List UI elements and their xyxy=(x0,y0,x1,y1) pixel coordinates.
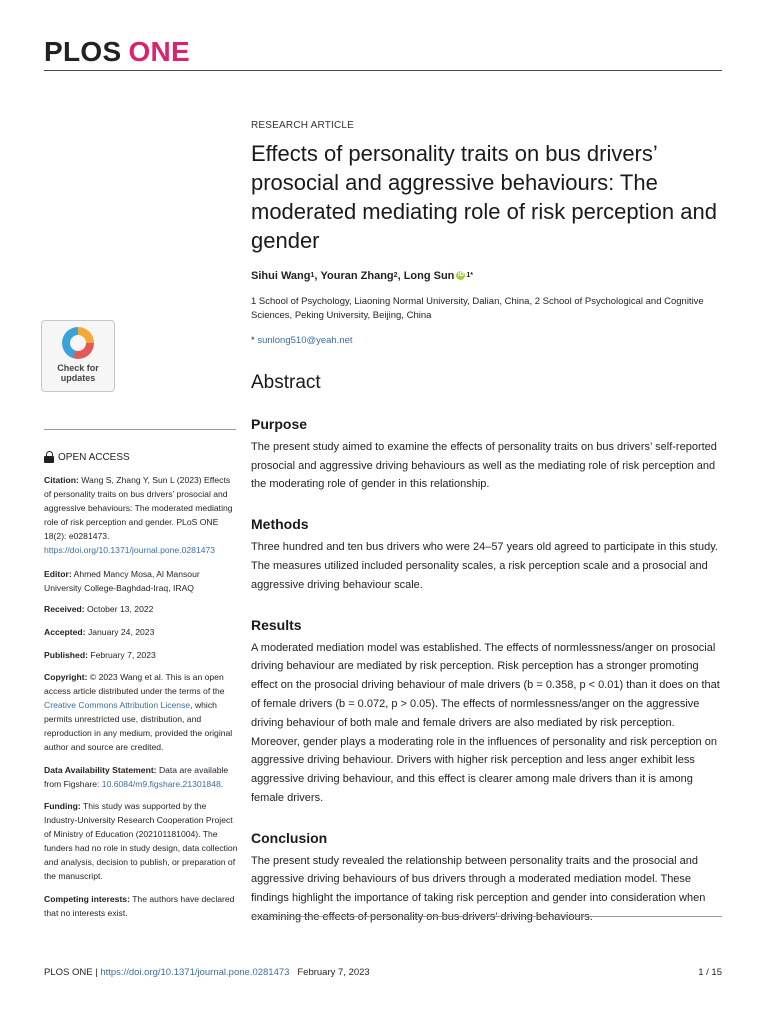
article-title: Effects of personality traits on bus drivers’ prosocial and aggressive behaviours: The moderated mediating role of risk perception and gender xyxy=(251,141,717,253)
open-lock-icon xyxy=(44,451,54,463)
header-divider xyxy=(44,70,722,71)
page-footer: PLOS ONE | https://doi.org/10.1371/journal.pone.0281473 February 7, 2023 1 / 15 xyxy=(44,967,722,978)
data-availability-block: Data Availability Statement: Data are available from Figshare: 10.6084/m9.figshare.21301848. xyxy=(44,765,229,789)
results-text: A moderated mediation model was established. The effects of normlessness/anger on prosocial driving behaviour are mediated by risk perception. Risk perception has a stronger promoting effect on the prosocial driving behaviour of male drivers (b = 0.358, p < 0.01) than it does on that of female drivers (b = 0.072, p > 0.05). The effects of normlessness/anger on the aggressive driving behaviour of both male and female drivers are also mediated by risk perception. Moreover, gender plays a moderating role in the influences of personality and risk perception on aggressive driving behaviour. Drivers with higher risk perception and less anger exhibit less aggressive driving behaviour, and this effect is clearer among male drivers than it is among female drivers. xyxy=(251,641,720,804)
editor-block: Editor: Ahmed Mancy Mosa, Al Mansour University College-Baghdad-Iraq, IRAQ xyxy=(44,569,200,593)
check-for-updates-icon xyxy=(62,327,94,359)
check-for-updates-label: Check for updates xyxy=(57,363,99,383)
orcid-icon[interactable]: iD xyxy=(457,272,464,279)
accepted-date: Accepted: January 24, 2023 xyxy=(44,627,155,637)
citation-block: Citation: Wang S, Zhang Y, Sun L (2023) Effects of personality traits on bus drivers’ prosocial and aggressive behaviours: The moderated mediating role of risk perception and gender. PLoS ONE 18(2): e0281473. https://doi.org/10.1371/journal.pone.0281473 xyxy=(44,475,233,555)
footer-date: February 7, 2023 xyxy=(297,967,370,978)
purpose-heading: Purpose xyxy=(251,415,308,432)
corresponding-email-link[interactable]: sunlong510@yeah.net xyxy=(257,334,353,346)
affiliations: 1 School of Psychology, Liaoning Normal University, Dalian, China, 2 School of Psychological and Cognitive Sciences, Peking University, Beijing, China xyxy=(251,295,704,321)
conclusion-text: The present study revealed the relationship between personality traits and the prosocial and aggressive driving behaviours of bus drivers through a moderated mediation model. These findings highlight the importance of taking risk perception and gender into consideration when examining the effects of personality on bus drivers’ driving behaviours. xyxy=(251,854,706,924)
methods-text: Three hundred and ten bus drivers who were 24–57 years old agreed to participate in this study. The measures utilized included personality scales, a risk perception scale and a prosocial and aggressive driving behaviour scale. xyxy=(251,541,718,591)
author-name[interactable]: Long Sun xyxy=(403,269,455,282)
abstract-heading: Abstract xyxy=(251,371,321,393)
footer-doi-link[interactable]: https://doi.org/10.1371/journal.pone.0281473 xyxy=(100,967,290,978)
competing-interests-block: Competing interests: The authors have declared that no interests exist. xyxy=(44,894,235,918)
page-number: 1 / 15 xyxy=(698,967,722,978)
open-access-label: OPEN ACCESS xyxy=(58,451,130,463)
methods-heading: Methods xyxy=(251,516,309,533)
footer-journal: PLOS ONE xyxy=(44,967,93,978)
logo-plos: PLOS xyxy=(44,36,122,67)
purpose-text: The present study aimed to examine the effects of personality traits on bus drivers’ self-reported prosocial and aggressive driving behaviours as well as the mediating role of risk perception and the moderating role of gender in this relationship. xyxy=(251,440,717,491)
author-name[interactable]: Sihui Wang xyxy=(251,269,311,282)
figshare-link[interactable]: 10.6084/m9.figshare.21301848 xyxy=(101,779,221,789)
article-main xyxy=(251,120,722,927)
published-date: Published: February 7, 2023 xyxy=(44,650,156,660)
article-type-label: RESEARCH ARTICLE xyxy=(251,120,355,131)
check-for-updates-badge[interactable] xyxy=(41,320,115,392)
abstract-divider xyxy=(251,916,722,917)
received-date: Received: October 13, 2022 xyxy=(44,604,154,614)
corresponding-author: * sunlong510@yeah.net xyxy=(251,334,353,346)
conclusion-heading: Conclusion xyxy=(251,829,328,846)
funding-block: Funding: This study was supported by the Industry-University Research Cooperation Project of Ministry of Education (202101181004). The funders had no role in study design, data collection and analysis, decision to publish, or preparation of the manuscript. xyxy=(44,801,238,881)
license-link[interactable]: Creative Commons Attribution License xyxy=(44,700,191,710)
results-heading: Results xyxy=(251,616,302,633)
citation-doi-link[interactable]: https://doi.org/10.1371/journal.pone.0281473 xyxy=(44,545,216,555)
journal-logo[interactable] xyxy=(44,36,190,68)
sidebar-divider xyxy=(44,429,236,430)
copyright-block: Copyright: © 2023 Wang et al. This is an open access article distributed under the terms of the Creative Commons Attribution License, which permits unrestricted use, distribution, and reproduction in any medium, provided the original author and source are credited. xyxy=(44,672,233,752)
author-name[interactable]: Youran Zhang xyxy=(320,269,394,282)
logo-one: ONE xyxy=(128,36,191,67)
open-access-badge xyxy=(44,451,130,463)
author-list: Sihui Wang 1 , Youran Zhang 2 , Long Sun iD 1* xyxy=(251,269,474,282)
